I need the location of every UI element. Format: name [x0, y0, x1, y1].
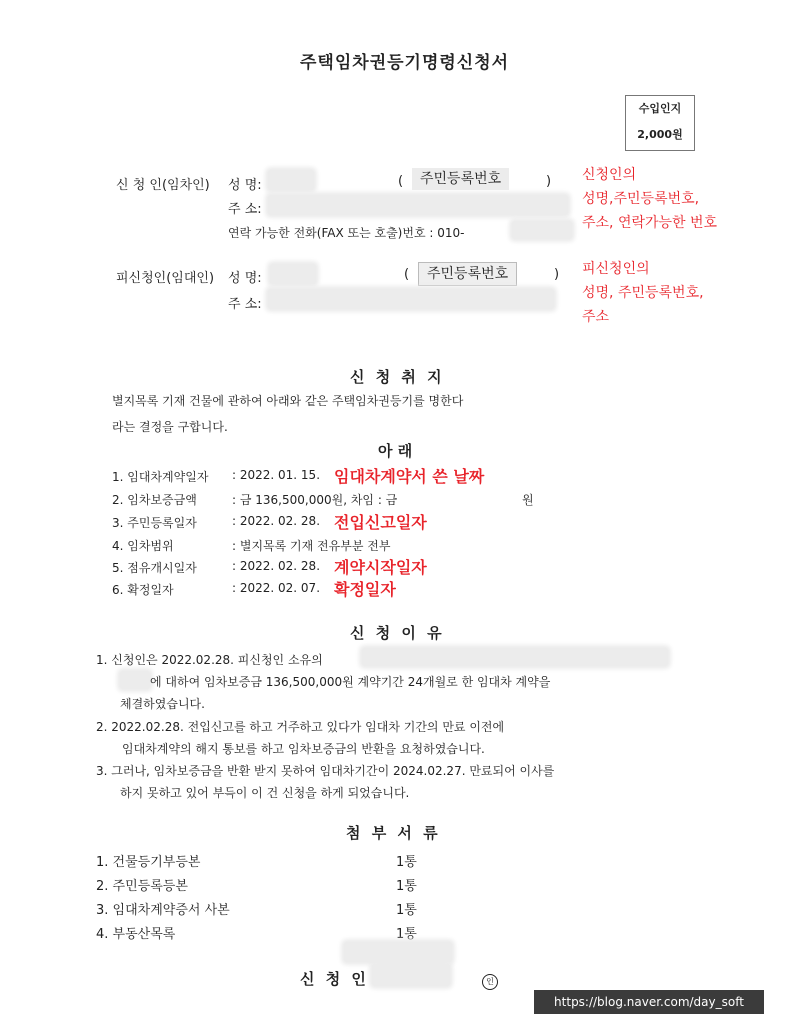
reason-line-5: 임대차계약의 해지 통보를 하고 임차보증금의 반환을 요청하였습니다.	[122, 742, 485, 756]
item-label: 2. 임차보증금액	[112, 493, 197, 507]
item-label: 3. 주민등록일자	[112, 516, 197, 530]
stamp-amount: 2,000원	[637, 128, 683, 141]
item-note: 계약시작일자	[334, 558, 427, 577]
signature-label: 신 청 인	[300, 970, 369, 988]
paren-open: (	[404, 267, 410, 282]
item-label: 1. 임대차계약일자	[112, 470, 209, 484]
reasons-heading: 신 청 이 유	[350, 624, 445, 642]
below-heading: 아 래	[378, 442, 413, 460]
respondent-address-label: 주 소:	[228, 297, 262, 312]
item-label: 6. 확정일자	[112, 583, 174, 597]
item-value: : 2022. 02. 28.	[232, 559, 321, 573]
applicant-annotation-2: 성명,주민등록번호,	[582, 191, 700, 207]
respondent-role-label: 피신청인(임대인)	[116, 271, 215, 286]
signature-name-redacted	[372, 964, 450, 986]
attachment-count: 1통	[396, 927, 417, 942]
attachment-count: 1통	[396, 903, 417, 918]
document-title: 주택임차권등기명령신청서	[300, 53, 510, 73]
property-address-redacted	[362, 648, 668, 666]
item-note: 임대차계약서 쓴 날짜	[334, 467, 485, 486]
attachment-count: 1통	[396, 879, 417, 894]
item-value: : 2022. 01. 15.	[232, 468, 321, 482]
applicant-address-label: 주 소:	[228, 202, 262, 217]
property-address-redacted-2	[120, 671, 150, 689]
revenue-stamp-box	[625, 95, 695, 151]
respondent-name-label: 성 명:	[228, 271, 262, 286]
purpose-line-1: 별지목록 기재 건물에 관하여 아래와 같은 주택임차권등기를 명한다	[112, 394, 464, 408]
applicant-annotation-3: 주소, 연락가능한 번호	[582, 215, 718, 231]
respondent-annotation-1: 피신청인의	[582, 261, 650, 277]
applicant-name-redacted	[268, 170, 314, 190]
blog-watermark: https://blog.naver.com/day_soft	[534, 990, 764, 1014]
applicant-name-label: 성 명:	[228, 178, 262, 193]
attachments-heading: 첨 부 서 류	[346, 824, 441, 842]
item-value: : 금 136,500,000원, 차임 : 금	[232, 493, 398, 507]
paren-open: (	[398, 174, 404, 189]
item-suffix: 원	[522, 493, 534, 507]
applicant-id-label: 주민등록번호	[412, 168, 509, 190]
date-redacted	[344, 942, 452, 962]
respondent-name-redacted	[270, 264, 316, 284]
applicant-address-redacted	[268, 195, 568, 215]
applicant-annotation-1: 신청인의	[582, 167, 637, 183]
item-value: : 2022. 02. 28.	[232, 514, 321, 528]
attachment-name: 4. 부동산목록	[96, 927, 176, 942]
paren-close: )	[546, 174, 552, 189]
reason-line-2: 에 대하여 임차보증금 136,500,000원 계약기간 24개월로 한 임대차 계약을	[150, 675, 551, 689]
attachment-count: 1통	[396, 855, 417, 870]
item-label: 4. 임차범위	[112, 539, 174, 553]
reason-line-7: 하지 못하고 있어 부득이 이 건 신청을 하게 되었습니다.	[120, 786, 410, 800]
attachment-name: 1. 건물등기부등본	[96, 855, 201, 870]
reason-line-1: 1. 신청인은 2022.02.28. 피신청인 소유의	[96, 653, 323, 667]
respondent-annotation-2: 성명, 주민등록번호,	[582, 285, 704, 301]
seal-mark: 인	[482, 969, 498, 990]
purpose-heading: 신 청 취 지	[350, 368, 445, 386]
reason-line-6: 3. 그러나, 임차보증금을 반환 받지 못하여 임대차기간이 2024.02.27. 만료되어 이사를	[96, 764, 555, 778]
respondent-id-label: 주민등록번호	[418, 262, 517, 286]
paren-close: )	[554, 267, 560, 282]
applicant-phone-label: 연락 가능한 전화(FAX 또는 호출)번호 : 010-	[228, 226, 465, 240]
item-value: : 별지목록 기재 전유부분 전부	[232, 539, 391, 553]
item-label: 5. 점유개시일자	[112, 561, 197, 575]
applicant-phone-redacted	[512, 221, 572, 239]
attachment-name: 2. 주민등록등본	[96, 879, 188, 894]
respondent-address-redacted	[268, 289, 554, 309]
respondent-annotation-3: 주소	[582, 309, 610, 325]
applicant-role-label: 신 청 인(임차인)	[116, 178, 210, 193]
attachment-name: 3. 임대차계약증서 사본	[96, 903, 230, 918]
reason-line-3: 체결하였습니다.	[120, 697, 205, 711]
reason-line-4: 2. 2022.02.28. 전입신고를 하고 거주하고 있다가 임대차 기간의 만료 이전에	[96, 720, 505, 734]
item-value: : 2022. 02. 07.	[232, 581, 321, 595]
stamp-label: 수입인지	[638, 102, 682, 115]
item-note: 전입신고일자	[334, 513, 427, 532]
item-note: 확정일자	[334, 580, 396, 599]
purpose-line-2: 라는 결정을 구합니다.	[112, 420, 228, 434]
